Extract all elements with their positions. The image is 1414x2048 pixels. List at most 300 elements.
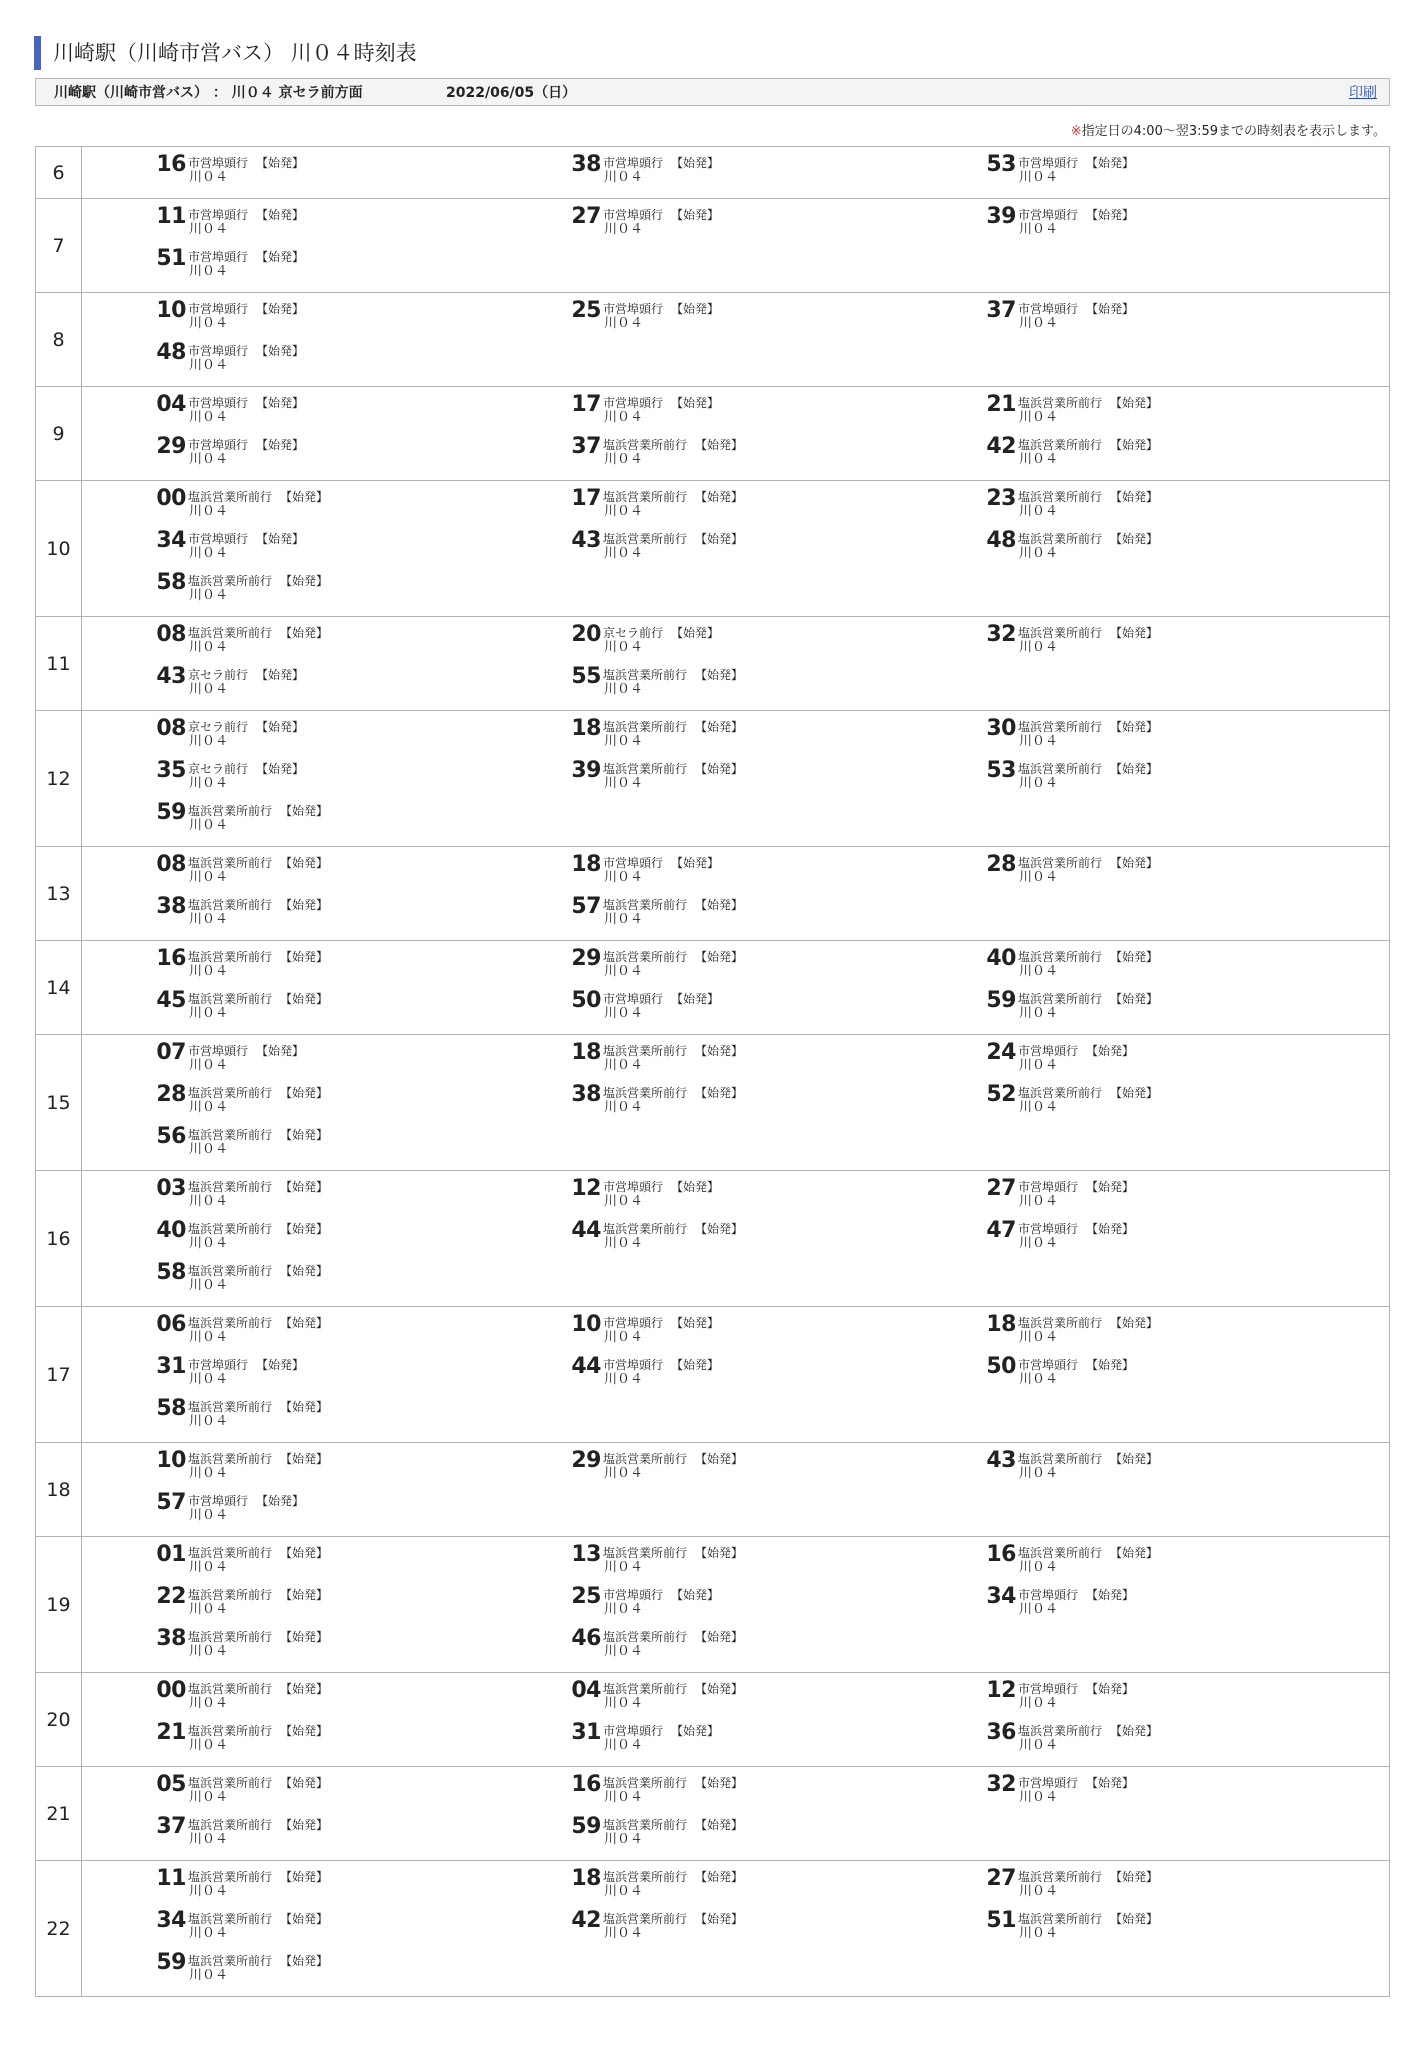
- departure-minute: 29: [156, 434, 186, 459]
- hour-label: 16: [36, 1171, 82, 1307]
- print-link[interactable]: 印刷: [1349, 85, 1377, 101]
- route-code: 川０４: [189, 1926, 229, 1941]
- hour-row: [36, 147, 1390, 199]
- route-code: 川０４: [1019, 1330, 1059, 1345]
- departures-cell: [82, 1171, 1390, 1307]
- destination-line: [603, 1870, 743, 1884]
- departure-minute: 24: [986, 1040, 1016, 1065]
- destination: 塩浜営業所前行: [1018, 1870, 1103, 1884]
- departure-item: [571, 1177, 986, 1217]
- origin-badge: 【始発】: [671, 1358, 720, 1372]
- destination-line: [188, 1588, 328, 1602]
- origin-badge: 【始発】: [1110, 626, 1159, 640]
- route-code: 川０４: [189, 358, 229, 373]
- destination: 塩浜営業所前行: [188, 490, 273, 504]
- departure-detail: [1018, 947, 1158, 979]
- departure-item: [156, 853, 571, 893]
- route-code: 川０４: [189, 1278, 229, 1293]
- departure-item: [986, 1773, 1401, 1813]
- destination: 市営埠頭行: [603, 302, 664, 316]
- destination: 市営埠頭行: [1018, 1682, 1079, 1696]
- origin-badge: 【始発】: [695, 950, 744, 964]
- departures-grid: [82, 393, 1389, 475]
- destination-line: [603, 950, 743, 964]
- destination: 塩浜営業所前行: [188, 1452, 273, 1466]
- destination-line: [188, 856, 328, 870]
- route-code: 川０４: [189, 640, 229, 655]
- origin-badge: 【始発】: [256, 1044, 305, 1058]
- departure-item: [571, 895, 986, 935]
- departures-cell: [82, 941, 1390, 1035]
- departure-item: [986, 205, 1401, 245]
- destination: 塩浜営業所前行: [1018, 438, 1103, 452]
- hour-label: 18: [36, 1443, 82, 1537]
- hour-row: [36, 1861, 1390, 1997]
- destination: 塩浜営業所前行: [603, 1912, 688, 1926]
- departure-item: [156, 1449, 571, 1489]
- destination: 塩浜営業所前行: [1018, 1316, 1103, 1330]
- departure-detail: [188, 1313, 328, 1345]
- route-code: 川０４: [1019, 1696, 1059, 1711]
- departure-detail: [603, 1679, 743, 1711]
- destination: 塩浜営業所前行: [603, 898, 688, 912]
- departure-minute: 34: [156, 528, 186, 553]
- destination: 塩浜営業所前行: [188, 856, 273, 870]
- departure-item: [986, 1313, 1401, 1353]
- destination: 塩浜営業所前行: [188, 898, 273, 912]
- departure-item: [156, 1815, 571, 1855]
- departure-minute: 32: [986, 622, 1016, 647]
- destination-line: [603, 762, 743, 776]
- destination-line: [1018, 992, 1158, 1006]
- departure-minute: 43: [571, 528, 601, 553]
- departure-minute: 43: [156, 664, 186, 689]
- destination-line: [1018, 302, 1134, 316]
- hour-row: [36, 1307, 1390, 1443]
- departure-item: [156, 1627, 571, 1667]
- route-code: 川０４: [604, 222, 644, 237]
- notice-text: 指定日の4:00〜翌3:59までの時刻表を表示します。: [1081, 124, 1386, 139]
- departure-minute: 51: [156, 246, 186, 271]
- origin-badge: 【始発】: [256, 208, 305, 222]
- route-code: 川０４: [189, 1884, 229, 1899]
- route-code: 川０４: [189, 1236, 229, 1251]
- route-code: 川０４: [189, 964, 229, 979]
- destination-line: [1018, 1682, 1134, 1696]
- departure-minute: 10: [156, 1448, 186, 1473]
- destination-line: [1018, 762, 1158, 776]
- departures-cell: [82, 199, 1390, 293]
- route-code: 川０４: [604, 1466, 644, 1481]
- route-code: 川０４: [604, 410, 644, 425]
- departure-detail: [188, 895, 328, 927]
- departure-minute: 59: [986, 988, 1016, 1013]
- destination: 市営埠頭行: [1018, 1358, 1079, 1372]
- route-code: 川０４: [604, 1790, 644, 1805]
- route-code: 川０４: [604, 170, 644, 185]
- departure-minute: 16: [156, 946, 186, 971]
- departure-minute: 18: [571, 1866, 601, 1891]
- departure-minute: 28: [986, 852, 1016, 877]
- destination-line: [603, 396, 719, 410]
- departures-cell: [82, 711, 1390, 847]
- departure-detail: [1018, 1679, 1134, 1711]
- departure-minute: 18: [571, 852, 601, 877]
- departure-minute: 48: [986, 528, 1016, 553]
- origin-badge: 【始発】: [1110, 438, 1159, 452]
- route-code: 川０４: [189, 1832, 229, 1847]
- destination-line: [188, 1044, 304, 1058]
- departures-cell: [82, 1537, 1390, 1673]
- departure-item: [571, 529, 986, 569]
- route-code: 川０４: [189, 1968, 229, 1983]
- departure-detail: [1018, 1355, 1134, 1387]
- departure-detail: [188, 1397, 328, 1429]
- hour-row: [36, 293, 1390, 387]
- origin-badge: 【始発】: [256, 344, 305, 358]
- departure-detail: [188, 153, 304, 185]
- departure-item: [156, 1491, 571, 1531]
- hour-label: 20: [36, 1673, 82, 1767]
- origin-badge: 【始発】: [256, 1494, 305, 1508]
- destination-line: [1018, 1546, 1158, 1560]
- destination-line: [603, 1452, 743, 1466]
- destination: 市営埠頭行: [603, 1358, 664, 1372]
- destination-line: [188, 1400, 328, 1414]
- departure-minute: 18: [571, 1040, 601, 1065]
- route-code: 川０４: [604, 1100, 644, 1115]
- departure-detail: [603, 435, 743, 467]
- origin-badge: 【始発】: [1110, 1724, 1159, 1738]
- departure-item: [156, 1909, 571, 1949]
- destination: 塩浜営業所前行: [603, 1546, 688, 1560]
- destination-line: [603, 1912, 743, 1926]
- route-code: 川０４: [1019, 1602, 1059, 1617]
- destination: 市営埠頭行: [1018, 1776, 1079, 1790]
- departure-minute: 38: [156, 1626, 186, 1651]
- route-code: 川０４: [604, 1560, 644, 1575]
- destination: 塩浜営業所前行: [603, 1630, 688, 1644]
- departures-cell: [82, 847, 1390, 941]
- departure-item: [986, 1721, 1401, 1761]
- destination: 塩浜営業所前行: [603, 1452, 688, 1466]
- route-code: 川０４: [189, 222, 229, 237]
- departure-detail: [1018, 853, 1158, 885]
- departure-item: [156, 759, 571, 799]
- notice-mark: ※: [1070, 124, 1082, 139]
- departure-item: [986, 947, 1401, 987]
- destination-line: [188, 1316, 328, 1330]
- departure-minute: 51: [986, 1908, 1016, 1933]
- departure-detail: [1018, 299, 1134, 331]
- departure-item: [156, 529, 571, 569]
- route-code: 川０４: [189, 1790, 229, 1805]
- hour-row: [36, 711, 1390, 847]
- destination-line: [188, 762, 304, 776]
- destination: 市営埠頭行: [1018, 1588, 1079, 1602]
- destination: 塩浜営業所前行: [188, 1180, 273, 1194]
- departure-detail: [1018, 623, 1158, 655]
- destination: 市営埠頭行: [1018, 1044, 1079, 1058]
- route-code: 川０４: [189, 1644, 229, 1659]
- departures-grid: [82, 1867, 1389, 1991]
- origin-badge: 【始発】: [695, 1682, 744, 1696]
- origin-badge: 【始発】: [256, 250, 305, 264]
- origin-badge: 【始発】: [1086, 156, 1135, 170]
- departure-item: [571, 1909, 986, 1949]
- destination-line: [188, 1954, 328, 1968]
- departure-detail: [1018, 989, 1158, 1021]
- origin-badge: 【始発】: [256, 1358, 305, 1372]
- destination: 塩浜営業所前行: [603, 1222, 688, 1236]
- departure-minute: 35: [156, 758, 186, 783]
- hour-label: 11: [36, 617, 82, 711]
- departure-detail: [188, 1627, 328, 1659]
- departure-item: [571, 947, 986, 987]
- hour-label: 12: [36, 711, 82, 847]
- departure-detail: [188, 1721, 328, 1753]
- route-code: 川０４: [604, 640, 644, 655]
- departure-item: [986, 1041, 1401, 1081]
- route-code: 川０４: [189, 588, 229, 603]
- route-code: 川０４: [189, 1738, 229, 1753]
- departures-cell: [82, 1307, 1390, 1443]
- departure-minute: 18: [986, 1312, 1016, 1337]
- origin-badge: 【始発】: [671, 1724, 720, 1738]
- origin-badge: 【始発】: [695, 1912, 744, 1926]
- departure-item: [986, 989, 1401, 1029]
- departure-detail: [1018, 1449, 1158, 1481]
- departure-detail: [603, 1219, 743, 1251]
- departure-detail: [1018, 759, 1158, 791]
- departure-detail: [603, 1083, 743, 1115]
- station-route-label: 川崎駅（川崎市営バス） ： 川０４ 京セラ前方面: [54, 85, 363, 101]
- departure-minute: 59: [156, 1950, 186, 1975]
- destination-line: [188, 1264, 328, 1278]
- destination-line: [188, 344, 304, 358]
- departure-detail: [603, 1867, 743, 1899]
- departure-minute: 36: [986, 1720, 1016, 1745]
- departure-detail: [188, 1177, 328, 1209]
- departure-detail: [603, 153, 719, 185]
- departure-detail: [603, 393, 719, 425]
- destination-line: [188, 1870, 328, 1884]
- hour-label: 8: [36, 293, 82, 387]
- departure-item: [986, 1083, 1401, 1123]
- departure-detail: [188, 1585, 328, 1617]
- departure-item: [571, 759, 986, 799]
- departure-detail: [188, 717, 304, 749]
- origin-badge: 【始発】: [1110, 490, 1159, 504]
- departure-detail: [603, 487, 743, 519]
- origin-badge: 【始発】: [280, 1870, 329, 1884]
- origin-badge: 【始発】: [256, 762, 305, 776]
- origin-badge: 【始発】: [1110, 1546, 1159, 1560]
- destination-line: [1018, 438, 1158, 452]
- departure-item: [986, 1219, 1401, 1259]
- departure-minute: 28: [156, 1082, 186, 1107]
- origin-badge: 【始発】: [1110, 950, 1159, 964]
- departure-minute: 38: [571, 1082, 601, 1107]
- departures-grid: [82, 1679, 1389, 1761]
- departure-minute: 52: [986, 1082, 1016, 1107]
- origin-badge: 【始発】: [280, 1776, 329, 1790]
- destination-line: [188, 1358, 304, 1372]
- destination-line: [188, 626, 328, 640]
- departure-item: [156, 623, 571, 663]
- origin-badge: 【始発】: [695, 898, 744, 912]
- route-code: 川０４: [1019, 1926, 1059, 1941]
- destination: 京セラ前行: [188, 668, 249, 682]
- destination-line: [188, 1776, 328, 1790]
- departure-minute: 27: [986, 1176, 1016, 1201]
- departure-minute: 31: [571, 1720, 601, 1745]
- origin-badge: 【始発】: [1110, 1870, 1159, 1884]
- departure-minute: 34: [156, 1908, 186, 1933]
- departure-item: [156, 1397, 571, 1437]
- hour-label: 10: [36, 481, 82, 617]
- departure-detail: [188, 853, 328, 885]
- route-code: 川０４: [189, 1194, 229, 1209]
- destination-line: [1018, 208, 1134, 222]
- destination: 塩浜営業所前行: [603, 532, 688, 546]
- departure-detail: [603, 1585, 719, 1617]
- route-code: 川０４: [604, 734, 644, 749]
- origin-badge: 【始発】: [1110, 396, 1159, 410]
- departure-item: [571, 1219, 986, 1259]
- departure-detail: [1018, 1773, 1134, 1805]
- destination: 塩浜営業所前行: [1018, 950, 1103, 964]
- departure-minute: 57: [156, 1490, 186, 1515]
- destination-line: [188, 1724, 328, 1738]
- origin-badge: 【始発】: [280, 1912, 329, 1926]
- departure-minute: 06: [156, 1312, 186, 1337]
- departure-item: [156, 1125, 571, 1165]
- departure-detail: [188, 1815, 328, 1847]
- destination: 塩浜営業所前行: [1018, 762, 1103, 776]
- route-code: 川０４: [604, 1602, 644, 1617]
- departure-minute: 17: [571, 392, 601, 417]
- route-code: 川０４: [189, 1142, 229, 1157]
- destination: 塩浜営業所前行: [1018, 1452, 1103, 1466]
- departure-minute: 08: [156, 852, 186, 877]
- departure-detail: [188, 947, 328, 979]
- route-code: 川０４: [189, 682, 229, 697]
- destination: 市営埠頭行: [603, 856, 664, 870]
- route-code: 川０４: [189, 1372, 229, 1387]
- hour-label: 14: [36, 941, 82, 1035]
- departure-detail: [603, 759, 743, 791]
- hour-row: [36, 1673, 1390, 1767]
- destination-line: [188, 396, 304, 410]
- departure-detail: [603, 947, 743, 979]
- departure-item: [156, 1867, 571, 1907]
- destination-line: [603, 1630, 743, 1644]
- departure-detail: [603, 665, 743, 697]
- departure-minute: 57: [571, 894, 601, 919]
- departure-detail: [603, 717, 743, 749]
- destination-line: [1018, 1452, 1158, 1466]
- departure-item: [986, 1177, 1401, 1217]
- destination-line: [603, 626, 719, 640]
- departure-detail: [188, 665, 304, 697]
- departure-minute: 27: [986, 1866, 1016, 1891]
- hour-row: [36, 1443, 1390, 1537]
- departure-minute: 37: [986, 298, 1016, 323]
- departure-minute: 20: [571, 622, 601, 647]
- destination-line: [188, 804, 328, 818]
- destination-line: [188, 1546, 328, 1560]
- origin-badge: 【始発】: [1086, 1776, 1135, 1790]
- destination: 市営埠頭行: [188, 396, 249, 410]
- route-code: 川０４: [604, 776, 644, 791]
- route-code: 川０４: [189, 1560, 229, 1575]
- route-code: 川０４: [189, 410, 229, 425]
- route-code: 川０４: [604, 912, 644, 927]
- departure-item: [571, 435, 986, 475]
- departure-detail: [603, 989, 719, 1021]
- destination: 市営埠頭行: [1018, 1180, 1079, 1194]
- destination-line: [1018, 1724, 1158, 1738]
- departure-item: [156, 1679, 571, 1719]
- departure-item: [986, 1543, 1401, 1583]
- destination: 塩浜営業所前行: [188, 626, 273, 640]
- departure-item: [571, 1679, 986, 1719]
- origin-badge: 【始発】: [280, 574, 329, 588]
- departure-detail: [188, 393, 304, 425]
- departure-minute: 05: [156, 1772, 186, 1797]
- departure-item: [571, 853, 986, 893]
- departure-detail: [188, 1219, 328, 1251]
- origin-badge: 【始発】: [1086, 1044, 1135, 1058]
- origin-badge: 【始発】: [280, 1180, 329, 1194]
- origin-badge: 【始発】: [1086, 1222, 1135, 1236]
- route-code: 川０４: [1019, 1790, 1059, 1805]
- destination: 塩浜営業所前行: [1018, 720, 1103, 734]
- route-code: 川０４: [189, 1508, 229, 1523]
- origin-badge: 【始発】: [280, 626, 329, 640]
- route-code: 川０４: [1019, 1372, 1059, 1387]
- hour-label: 15: [36, 1035, 82, 1171]
- departure-minute: 38: [571, 152, 601, 177]
- route-code: 川０４: [604, 1372, 644, 1387]
- departure-minute: 25: [571, 298, 601, 323]
- destination-line: [188, 302, 304, 316]
- departure-minute: 45: [156, 988, 186, 1013]
- origin-badge: 【始発】: [1086, 208, 1135, 222]
- origin-badge: 【始発】: [1110, 1316, 1159, 1330]
- destination-line: [603, 490, 743, 504]
- destination: 塩浜営業所前行: [603, 762, 688, 776]
- departure-minute: 31: [156, 1354, 186, 1379]
- route-code: 川０４: [604, 870, 644, 885]
- departure-item: [156, 1041, 571, 1081]
- departure-minute: 10: [156, 298, 186, 323]
- departure-minute: 01: [156, 1542, 186, 1567]
- destination-line: [1018, 950, 1158, 964]
- origin-badge: 【始発】: [695, 532, 744, 546]
- origin-badge: 【始発】: [280, 1588, 329, 1602]
- departure-item: [156, 1313, 571, 1353]
- departure-minute: 53: [986, 758, 1016, 783]
- departure-item: [156, 1219, 571, 1259]
- departure-item: [571, 1721, 986, 1761]
- origin-badge: 【始発】: [280, 1400, 329, 1414]
- destination: 塩浜営業所前行: [188, 1128, 273, 1142]
- destination: 塩浜営業所前行: [603, 668, 688, 682]
- departure-item: [986, 1867, 1401, 1907]
- departure-item: [571, 1585, 986, 1625]
